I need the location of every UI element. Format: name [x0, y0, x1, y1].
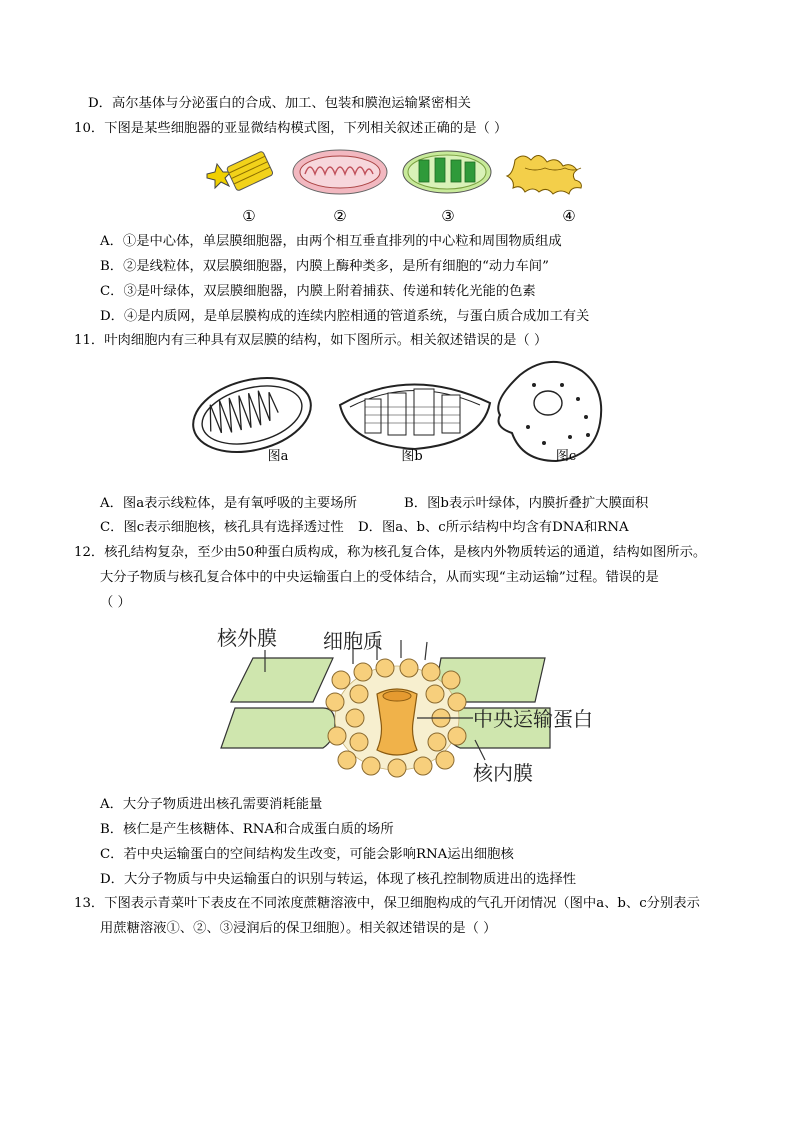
q12-option-a: A．大分子物质进出核孔需要消耗能量: [100, 797, 323, 812]
q11-stem: 11．叶肉细胞内有三种具有双层膜的结构，如下图所示。相关叙述错误的是（ ）: [74, 333, 548, 348]
q10-label-4: ④: [562, 207, 576, 225]
fig-c-nucleus: [498, 362, 601, 461]
q12-stem-3: （ ）: [100, 595, 131, 610]
q11-option-b: B．图b表示叶绿体，内膜折叠扩大膜面积: [404, 496, 649, 511]
q11-option-a: A．图a表示线粒体，是有氧呼吸的主要场所: [100, 496, 357, 511]
q11-figure: [190, 355, 610, 465]
inner-membrane-left: [221, 708, 335, 748]
q10-option-a: A．①是中心体，单层膜细胞器，由两个相互垂直排列的中心粒和周围物质组成: [100, 234, 562, 249]
q12-stem-2: 大分子物质与核孔复合体中的中央运输蛋白上的受体结合，从而实现“主动运输”过程。错误的是: [100, 570, 659, 585]
q10-label-3: ③: [441, 207, 455, 225]
q12-option-b: B．核仁是产生核糖体、RNA和合成蛋白质的场所: [100, 822, 394, 837]
er-drawing: [507, 155, 581, 194]
caption-c: 图c: [555, 449, 577, 464]
q12-option-d: D．大分子物质与中央运输蛋白的识别与转运，体现了核孔控制物质进出的选择性: [100, 872, 577, 887]
outer-membrane-left: [231, 658, 333, 702]
fig-a-mitochondrion: [190, 367, 319, 464]
q10-option-c: C．③是叶绿体，双层膜细胞器，内膜上附着捕获、传递和转化光能的色素: [100, 284, 536, 299]
caption-a: 图a: [267, 449, 289, 464]
q10-stem: 10．下图是某些细胞器的亚显微结构模式图，下列相关叙述正确的是（ ）: [74, 121, 508, 136]
q10-option-b: B．②是线粒体，双层膜细胞器，内膜上酶种类多，是所有细胞的“动力车间”: [100, 259, 549, 274]
mitochondrion-drawing: [293, 150, 387, 194]
q10-label-2: ②: [333, 207, 347, 225]
q10-label-1: ①: [242, 207, 256, 225]
q11-option-d: D．图a、b、c所示结构中均含有DNA和RNA: [358, 520, 629, 535]
centriole-drawing: [207, 151, 274, 191]
q13-stem-1: 13．下图表示青菜叶下表皮在不同浓度蔗糖溶液中，保卫细胞构成的气孔开闭情况（图中a、b、c分别表示: [74, 896, 700, 911]
caption-b: 图b: [401, 449, 423, 464]
q12-option-c: C．若中央运输蛋白的空间结构发生改变，可能会影响RNA运出细胞核: [100, 847, 514, 862]
q11-option-c: C．图c表示细胞核，核孔具有选择透过性: [100, 520, 344, 535]
fig-b-chloroplast: [340, 384, 490, 449]
q13-stem-2: 用蔗糖溶液①、②、③浸润后的保卫细胞）。相关叙述错误的是（ ）: [100, 921, 497, 936]
label-outer-membrane: 核外膜: [217, 626, 277, 650]
q9-option-d: D．高尔基体与分泌蛋白的合成、加工、包装和膜泡运输紧密相关: [88, 96, 471, 111]
chloroplast-drawing: [403, 151, 491, 193]
q10-organelle-figure: [195, 142, 595, 230]
nuclear-pore-figure: [205, 622, 625, 790]
label-cytoplasm: 细胞质: [323, 629, 383, 653]
q12-stem-1: 12．核孔结构复杂，至少由50种蛋白质构成，称为核孔复合体，是核内外物质转运的通道，结构如图所示。: [74, 545, 707, 560]
label-inner-membrane: 核内膜: [473, 761, 533, 785]
q10-option-d: D．④是内质网，是单层膜构成的连续内腔相通的管道系统，与蛋白质合成加工有关: [100, 309, 590, 324]
label-central-transporter: 中央运输蛋白: [473, 707, 593, 731]
